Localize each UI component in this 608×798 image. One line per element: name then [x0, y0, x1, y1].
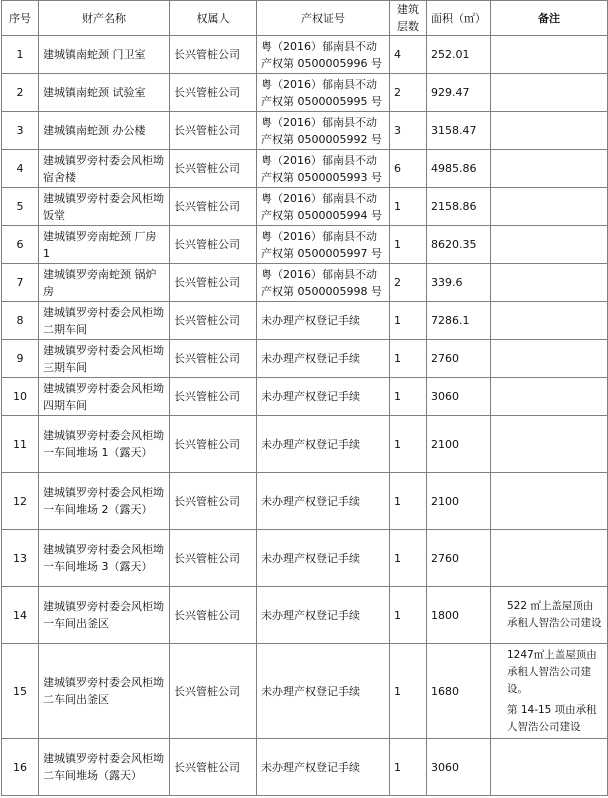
row-floors: 3: [390, 112, 427, 150]
row-name: 建城镇罗旁村委会风柜坳一车间堆场 2（露天）: [39, 473, 170, 530]
row-owner: 长兴管桩公司: [170, 188, 257, 226]
row-seq: 3: [2, 112, 39, 150]
row-note: [491, 112, 608, 150]
row-area: 2100: [427, 416, 491, 473]
row-cert: 粤（2016）郁南县不动产权第 0500005995 号: [257, 74, 390, 112]
row-area: 1800: [427, 587, 491, 644]
row-floors: 2: [390, 74, 427, 112]
row-seq: 8: [2, 302, 39, 340]
row-name: 建城镇罗旁南蛇颈 锅炉房: [39, 264, 170, 302]
row-name: 建城镇罗旁村委会风柜坳 宿舍楼: [39, 150, 170, 188]
row-seq: 13: [2, 530, 39, 587]
header-area: 面积（㎡）: [427, 1, 491, 36]
row-name: 建城镇南蛇颈 试验室: [39, 74, 170, 112]
row-area: 1680: [427, 644, 491, 739]
row-owner: 长兴管桩公司: [170, 473, 257, 530]
header-floors: 建筑层数: [390, 1, 427, 36]
row-note: [491, 473, 608, 530]
row-area: 4985.86: [427, 150, 491, 188]
row-floors: 1: [390, 644, 427, 739]
row-owner: 长兴管桩公司: [170, 378, 257, 416]
row-area: 339.6: [427, 264, 491, 302]
row-floors: 1: [390, 340, 427, 378]
row-area: 8620.35: [427, 226, 491, 264]
row-seq: 1: [2, 36, 39, 74]
row-cert: 未办理产权登记手续: [257, 739, 390, 796]
row-note: [491, 416, 608, 473]
row-cert: 未办理产权登记手续: [257, 302, 390, 340]
row-note: [491, 74, 608, 112]
row-note: [491, 530, 608, 587]
row-seq: 14: [2, 587, 39, 644]
row-cert: 粤（2016）郁南县不动产权第 0500005992 号: [257, 112, 390, 150]
row-floors: 1: [390, 302, 427, 340]
table-row: [2, 378, 608, 416]
row-cert: 未办理产权登记手续: [257, 416, 390, 473]
row-seq: 15: [2, 644, 39, 739]
table-row: [2, 644, 608, 739]
header-seq: 序号: [2, 1, 39, 36]
row-note: [491, 644, 608, 739]
row-cert: 粤（2016）郁南县不动产权第 0500005997 号: [257, 226, 390, 264]
row-area: 252.01: [427, 36, 491, 74]
row-floors: 1: [390, 416, 427, 473]
row-owner: 长兴管桩公司: [170, 644, 257, 739]
row-name: 建城镇罗旁村委会风柜坳一车间堆场 3（露天）: [39, 530, 170, 587]
row-owner: 长兴管桩公司: [170, 340, 257, 378]
table-row: [2, 473, 608, 530]
row-seq: 12: [2, 473, 39, 530]
row-owner: 长兴管桩公司: [170, 587, 257, 644]
row-owner: 长兴管桩公司: [170, 112, 257, 150]
row-note-text: 1247㎡上盖屋顶由承租人智浩公司建设。: [507, 648, 597, 695]
row-note: [491, 739, 608, 796]
row-area: 3060: [427, 378, 491, 416]
row-owner: 长兴管桩公司: [170, 302, 257, 340]
row-name: 建城镇罗旁村委会风柜坳二车间出釜区: [39, 644, 170, 739]
row-cert: 未办理产权登记手续: [257, 587, 390, 644]
row-seq: 7: [2, 264, 39, 302]
row-name: 建城镇罗旁村委会风柜坳一车间堆场 1（露天）: [39, 416, 170, 473]
table-row: [2, 302, 608, 340]
row-note: [491, 36, 608, 74]
row-note-text: 522 ㎡上盖屋顶由承租人智浩公司建设: [507, 600, 602, 629]
table-row: [2, 530, 608, 587]
row-area: 7286.1: [427, 302, 491, 340]
row-seq: 11: [2, 416, 39, 473]
table-row: [2, 188, 608, 226]
row-note: [491, 226, 608, 264]
row-note: [491, 587, 608, 644]
row-owner: 长兴管桩公司: [170, 739, 257, 796]
row-floors: 1: [390, 473, 427, 530]
row-cert: 粤（2016）郁南县不动产权第 0500005996 号: [257, 36, 390, 74]
row-owner: 长兴管桩公司: [170, 150, 257, 188]
table-row: [2, 150, 608, 188]
row-area: 929.47: [427, 74, 491, 112]
row-floors: 2: [390, 264, 427, 302]
table-body: [2, 36, 608, 796]
row-cert: 未办理产权登记手续: [257, 530, 390, 587]
row-floors: 6: [390, 150, 427, 188]
table-row: [2, 416, 608, 473]
header-row: [2, 1, 608, 36]
row-name: 建城镇罗旁村委会风柜坳二车间堆场（露天）: [39, 739, 170, 796]
row-name: 建城镇南蛇颈 办公楼: [39, 112, 170, 150]
table-row: [2, 340, 608, 378]
row-floors: 1: [390, 188, 427, 226]
row-note: [491, 264, 608, 302]
row-note: [491, 302, 608, 340]
property-table: [1, 0, 608, 796]
row-note: [491, 340, 608, 378]
row-area: 3060: [427, 739, 491, 796]
row-name: 建城镇罗旁村委会风柜坳 饭堂: [39, 188, 170, 226]
row-cert: 未办理产权登记手续: [257, 340, 390, 378]
row-floors: 1: [390, 530, 427, 587]
row-name: 建城镇罗旁村委会风柜坳三期车间: [39, 340, 170, 378]
table-row: [2, 226, 608, 264]
row-seq: 2: [2, 74, 39, 112]
table-row: [2, 264, 608, 302]
row-note: [491, 378, 608, 416]
row-note: [491, 150, 608, 188]
row-owner: 长兴管桩公司: [170, 416, 257, 473]
row-area: 2100: [427, 473, 491, 530]
row-owner: 长兴管桩公司: [170, 74, 257, 112]
row-seq: 9: [2, 340, 39, 378]
header-owner: 权属人: [170, 1, 257, 36]
row-floors: 1: [390, 378, 427, 416]
row-cert: 未办理产权登记手续: [257, 378, 390, 416]
row-floors: 1: [390, 587, 427, 644]
row-area: 3158.47: [427, 112, 491, 150]
row-owner: 长兴管桩公司: [170, 530, 257, 587]
row-name: 建城镇罗旁村委会风柜坳四期车间: [39, 378, 170, 416]
row-note: [491, 188, 608, 226]
row-name: 建城镇罗旁南蛇颈 厂房 1: [39, 226, 170, 264]
row-seq: 5: [2, 188, 39, 226]
row-floors: 4: [390, 36, 427, 74]
row-seq: 16: [2, 739, 39, 796]
header-note: 备注: [491, 1, 608, 36]
row-cert: 未办理产权登记手续: [257, 644, 390, 739]
header-cert: 产权证号: [257, 1, 390, 36]
row-cert: 粤（2016）郁南县不动产权第 0500005998 号: [257, 264, 390, 302]
row-owner: 长兴管桩公司: [170, 36, 257, 74]
row-owner: 长兴管桩公司: [170, 264, 257, 302]
table-row: [2, 739, 608, 796]
row-floors: 1: [390, 739, 427, 796]
row-cert: 粤（2016）郁南县不动产权第 0500005993 号: [257, 150, 390, 188]
row-note-text-2: 第 14-15 项由承租人智浩公司建设: [507, 703, 597, 733]
header-name: 财产名称: [39, 1, 170, 36]
row-name: 建城镇罗旁村委会风柜坳二期车间: [39, 302, 170, 340]
row-area: 2760: [427, 530, 491, 587]
row-seq: 4: [2, 150, 39, 188]
row-seq: 6: [2, 226, 39, 264]
table-row: [2, 36, 608, 74]
row-name: 建城镇南蛇颈 门卫室: [39, 36, 170, 74]
row-owner: 长兴管桩公司: [170, 226, 257, 264]
row-area: 2158.86: [427, 188, 491, 226]
row-seq: 10: [2, 378, 39, 416]
row-cert: 粤（2016）郁南县不动产权第 0500005994 号: [257, 188, 390, 226]
table-row: [2, 74, 608, 112]
table-row: [2, 112, 608, 150]
row-name: 建城镇罗旁村委会风柜坳一车间出釜区: [39, 587, 170, 644]
row-floors: 1: [390, 226, 427, 264]
row-cert: 未办理产权登记手续: [257, 473, 390, 530]
table-row: [2, 587, 608, 644]
row-area: 2760: [427, 340, 491, 378]
